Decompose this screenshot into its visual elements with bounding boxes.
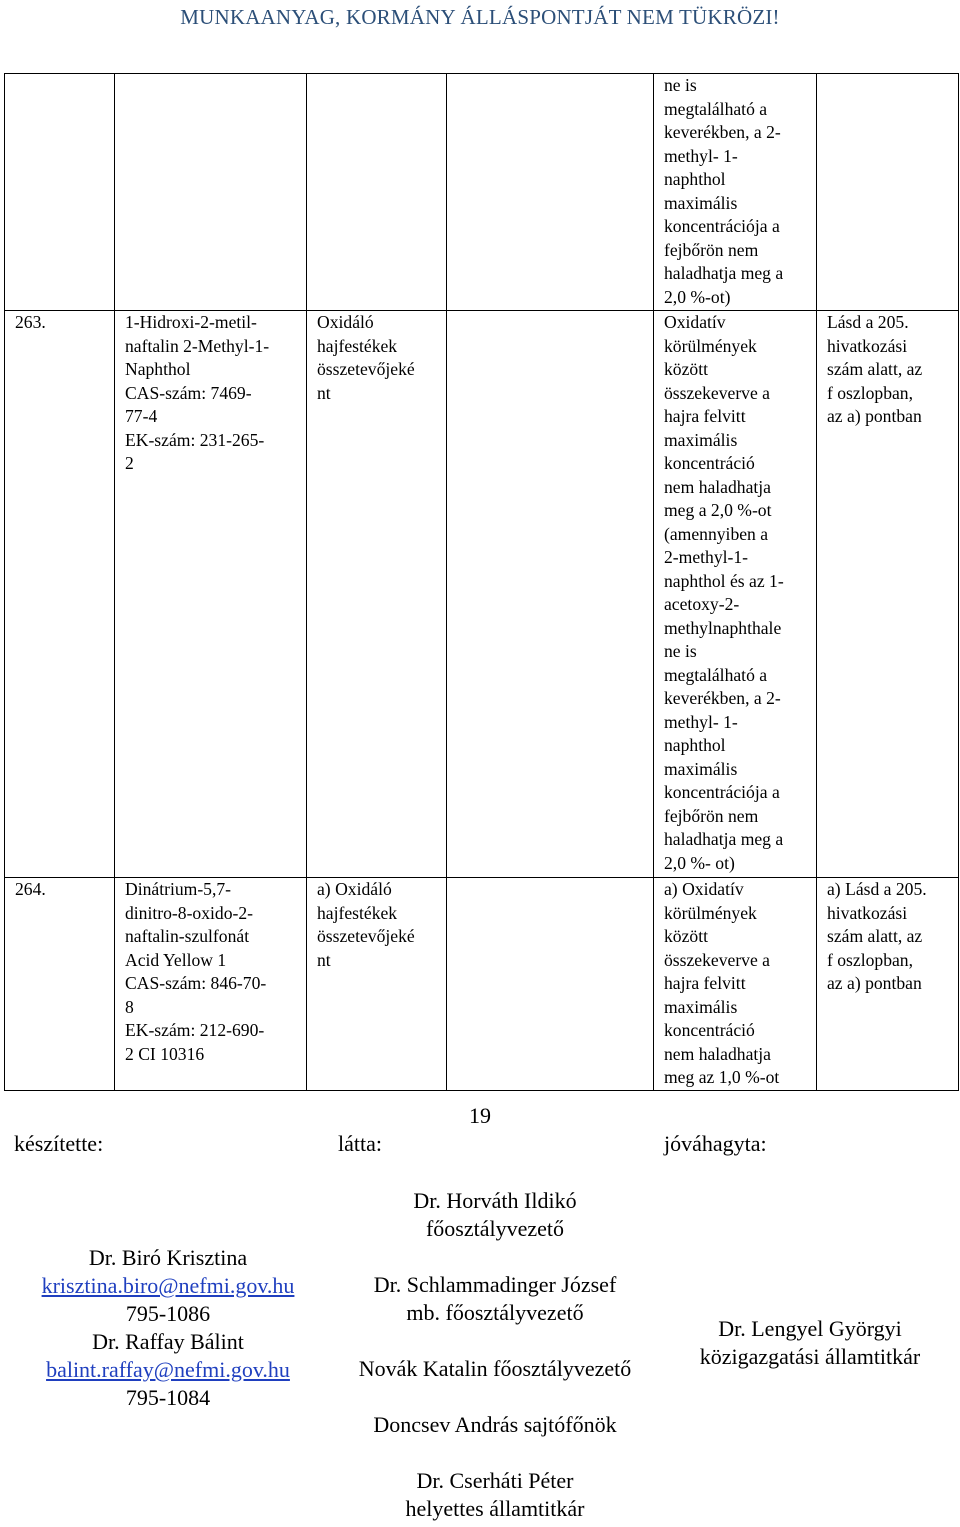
seen-label: látta: xyxy=(338,1131,382,1156)
cell-text-line: ne is xyxy=(664,641,697,661)
cell-text-line: naftalin-szulfonát xyxy=(125,926,250,946)
cell-text-line: nem haladhatja xyxy=(664,1043,771,1064)
email-link[interactable]: krisztina.biro@nefmi.gov.hu xyxy=(41,1273,295,1298)
cell-text-line: az a) pontban xyxy=(827,406,922,426)
signatory-name: Dr. Lengyel Györgyi xyxy=(718,1316,902,1341)
cell-text-line: a) Oxidatív xyxy=(664,879,744,899)
cell-text-line: 2 xyxy=(125,453,134,473)
cell-text-line: összekeverve a xyxy=(664,949,770,970)
cell-text-line: maximális xyxy=(664,996,738,1017)
cell-text-line: meg a 2,0 %-ot xyxy=(664,500,772,520)
cell-substance xyxy=(115,311,307,878)
prepared-signatories xyxy=(18,1244,318,1412)
cell-text-line: szám alatt, az xyxy=(827,359,923,379)
cell-text-line: maximális xyxy=(664,429,738,450)
cell-substance-empty xyxy=(115,74,307,311)
signatory-name: Dr. Biró Krisztina xyxy=(88,1245,248,1270)
cell-text-line: megtalálható a xyxy=(664,98,768,119)
cell-text-line: hivatkozási xyxy=(827,902,908,923)
cell-text-line: haladhatja meg a xyxy=(664,829,784,849)
cell-text-line: fejbőrön nem xyxy=(664,805,759,826)
cell-text-line: methyl- 1- xyxy=(664,711,738,732)
prepared-label: készítette: xyxy=(14,1131,104,1156)
cell-text-line: megtalálható a xyxy=(664,664,768,685)
cell-text-line: Lásd a 205. xyxy=(827,312,909,332)
cell-text-line: f oszlopban, xyxy=(827,949,913,970)
table-row-264 xyxy=(5,878,959,1091)
cell-text-line: koncentráció xyxy=(664,453,755,473)
cell-text-line: hajfestékek xyxy=(317,335,398,356)
cell-text-line: nt xyxy=(317,382,331,403)
table-row-continued xyxy=(5,74,959,311)
cell-text-line: között xyxy=(664,359,708,379)
cell-text-line: methyl- 1- xyxy=(664,145,738,166)
cell-text-line: naphthol és az 1- xyxy=(664,570,784,591)
signatory-title: mb. főosztályvezető xyxy=(406,1300,584,1325)
cell-empty xyxy=(447,74,654,311)
cell-text-line: acetoxy-2- xyxy=(664,594,740,614)
email-link[interactable]: balint.raffay@nefmi.gov.hu xyxy=(46,1357,290,1382)
cell-notes-empty xyxy=(817,74,959,311)
cell-text-line: összetevőjeké xyxy=(317,926,415,946)
cell-num-empty xyxy=(5,74,115,311)
cell-text-line: összetevőjeké xyxy=(317,359,415,379)
cell-text-line: 2,0 %-ot) xyxy=(664,286,731,307)
cell-text-line: EK-szám: 231-265- xyxy=(125,429,265,450)
cell-text-line: ne is xyxy=(664,75,697,95)
phone-number: 795-1086 xyxy=(125,1301,211,1326)
cell-text-line: szám alatt, az xyxy=(827,926,923,946)
cell-text-line: Dinátrium-5,7- xyxy=(125,879,232,899)
cell-text-line: körülmények xyxy=(664,902,757,923)
cell-text-line: 2 CI 10316 xyxy=(125,1043,205,1064)
cell-num: 264. xyxy=(5,878,115,1091)
table-row-263 xyxy=(5,311,959,878)
signatory-name-title: Doncsev András sajtófőnök xyxy=(373,1412,617,1437)
approved-label: jóváhagyta: xyxy=(664,1131,767,1156)
cell-notes xyxy=(817,311,959,878)
cell-text-line: nem haladhatja xyxy=(664,476,771,497)
cell-num: 263. xyxy=(5,311,115,878)
signatory-name: Dr. Schlammadinger József xyxy=(373,1272,617,1297)
cell-text-line: 2,0 %- ot) xyxy=(664,852,735,873)
cell-text-line: haladhatja meg a xyxy=(664,263,784,283)
cell-text-line: naphthol xyxy=(664,735,726,755)
cell-text-line: Oxidatív xyxy=(664,312,726,332)
cell-text-line: körülmények xyxy=(664,335,757,356)
cell-text-line: naphthol xyxy=(664,169,726,189)
seen-signatories xyxy=(330,1187,660,1523)
cell-text-line: EK-szám: 212-690- xyxy=(125,1020,265,1040)
cell-text-line: CAS-szám: 7469- xyxy=(125,382,252,403)
cell-text-line: fejbőrön nem xyxy=(664,239,759,260)
cell-text-line: a) Oxidáló xyxy=(317,879,392,899)
cell-conditions xyxy=(654,311,817,878)
cell-text-line: nt xyxy=(317,949,331,970)
cell-text-line: Oxidáló xyxy=(317,312,374,332)
cell-text-line: 8 xyxy=(125,996,134,1017)
page-header-watermark: MUNKAANYAG, KORMÁNY ÁLLÁSPONTJÁT NEM TÜKRÖZI! xyxy=(180,5,780,29)
cell-notes xyxy=(817,878,959,1091)
cell-text-line: methylnaphthale xyxy=(664,617,782,638)
cell-text-line: dinitro-8-oxido-2- xyxy=(125,902,254,923)
cell-text-line: 2-methyl-1- xyxy=(664,547,749,567)
cell-text-line: koncentrációja a xyxy=(664,782,780,802)
cell-text-line: között xyxy=(664,926,708,946)
cell-text-line: keverékben, a 2- xyxy=(664,688,781,708)
cell-text-line: maximális xyxy=(664,192,738,213)
cell-text-line: Naphthol xyxy=(125,359,191,379)
signatory-title: helyettes államtitkár xyxy=(405,1496,585,1521)
cell-text-line: hajfestékek xyxy=(317,902,398,923)
cell-text-line: naftalin 2-Methyl-1- xyxy=(125,335,270,356)
cell-text-line: maximális xyxy=(664,758,738,779)
cell-use xyxy=(307,878,447,1091)
cell-text-line: (amennyiben a xyxy=(664,523,769,544)
cell-text-line: az a) pontban xyxy=(827,973,922,993)
approved-signatory xyxy=(670,1315,950,1371)
signatory-name: Dr. Cserháti Péter xyxy=(416,1468,574,1493)
cell-text-line: a) Lásd a 205. xyxy=(827,879,927,899)
cell-use-empty xyxy=(307,74,447,311)
regulation-table xyxy=(4,73,959,1091)
cell-text-line: hivatkozási xyxy=(827,335,908,356)
page-number: 19 xyxy=(469,1103,491,1128)
cell-conditions xyxy=(654,74,817,311)
signatory-name: Dr. Raffay Bálint xyxy=(92,1329,244,1354)
signatory-title: főosztályvezető xyxy=(425,1216,565,1241)
phone-number: 795-1084 xyxy=(125,1385,211,1410)
cell-text-line: hajra felvitt xyxy=(664,406,746,426)
cell-empty xyxy=(447,311,654,878)
cell-text-line: 1-Hidroxi-2-metil- xyxy=(125,312,257,332)
signatory-name-title: Novák Katalin főosztályvezető xyxy=(358,1356,632,1381)
cell-text-line: koncentrációja a xyxy=(664,216,780,236)
cell-empty xyxy=(447,878,654,1091)
cell-text-line: 77-4 xyxy=(125,406,158,426)
cell-text-line: Acid Yellow 1 xyxy=(125,949,227,970)
signatory-title: közigazgatási államtitkár xyxy=(699,1344,921,1369)
cell-text-line: meg az 1,0 %-ot xyxy=(664,1067,780,1087)
cell-text-line: összekeverve a xyxy=(664,382,770,403)
signatory-name: Dr. Horváth Ildikó xyxy=(413,1188,577,1213)
cell-use xyxy=(307,311,447,878)
cell-text-line: keverékben, a 2- xyxy=(664,122,781,142)
cell-conditions xyxy=(654,878,817,1091)
cell-text-line: CAS-szám: 846-70- xyxy=(125,973,267,993)
cell-text-line: koncentráció xyxy=(664,1020,755,1040)
cell-text-line: f oszlopban, xyxy=(827,382,913,403)
cell-text-line: hajra felvitt xyxy=(664,973,746,993)
cell-substance xyxy=(115,878,307,1091)
